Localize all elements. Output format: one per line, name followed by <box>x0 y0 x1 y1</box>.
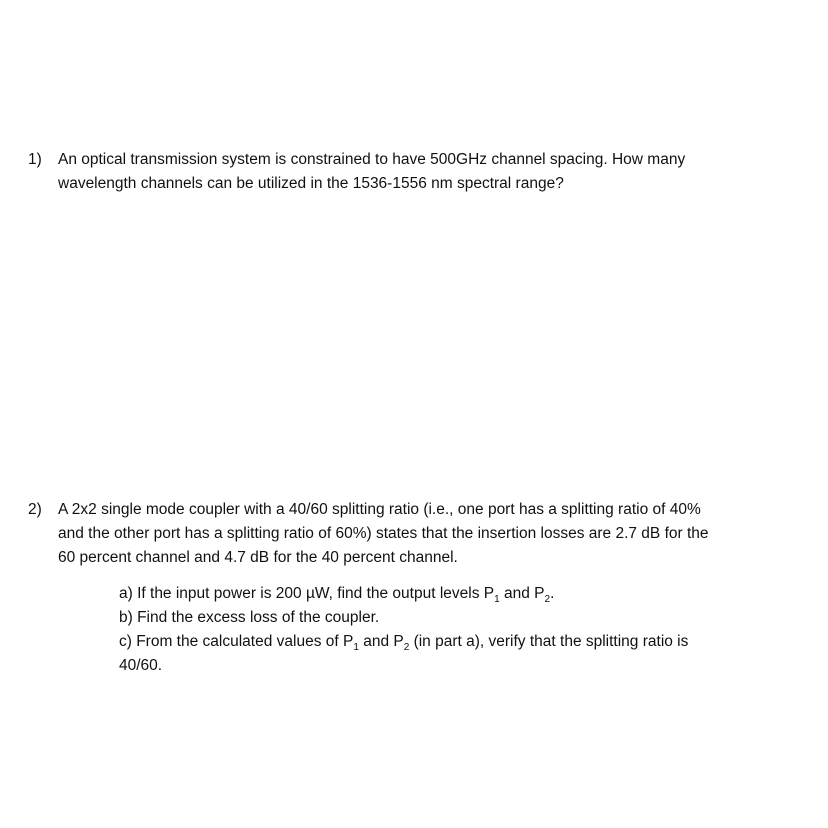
question-line: An optical transmission system is constrained to have 500GHz channel spacing. How many <box>58 151 686 168</box>
subscript-2: 2 <box>403 642 410 654</box>
subpart-b: b) Find the excess loss of the coupler. <box>119 609 380 626</box>
question-line: 60 percent channel and 4.7 dB for the 40 percent channel. <box>58 549 458 566</box>
question-number: 1) <box>28 151 42 168</box>
question-line: and the other port has a splitting ratio of 60%) states that the insertion losses are 2.7 dB for the <box>58 525 709 542</box>
subpart-c-end: (in part a), verify that the splitting ratio is <box>409 633 689 650</box>
question-1 <box>28 148 818 196</box>
question-line: wavelength channels can be utilized in the 1536-1556 nm spectral range? <box>58 175 564 192</box>
subpart-a-end: . <box>550 585 555 602</box>
subpart-c-line-2: 40/60. <box>119 657 163 674</box>
subpart-c-mid: and P <box>358 633 404 650</box>
subpart-a-mid: and P <box>499 585 545 602</box>
subscript-1: 1 <box>353 642 359 654</box>
question-number: 2) <box>28 501 42 518</box>
subpart-a <box>119 582 809 606</box>
question-text <box>58 148 818 196</box>
subpart-a-text: a) If the input power is 200 µW, find the output levels P <box>119 585 495 602</box>
question-2 <box>28 498 818 678</box>
question-line: A 2x2 single mode coupler with a 40/60 splitting ratio (i.e., one port has a splitting ratio of 40% <box>58 501 701 518</box>
subscript-2: 2 <box>544 594 551 606</box>
subpart-c <box>119 630 809 654</box>
subpart-c-text: c) From the calculated values of P <box>119 633 354 650</box>
subscript-1: 1 <box>494 594 500 606</box>
subparts-list <box>119 582 809 678</box>
question-text <box>58 498 818 570</box>
